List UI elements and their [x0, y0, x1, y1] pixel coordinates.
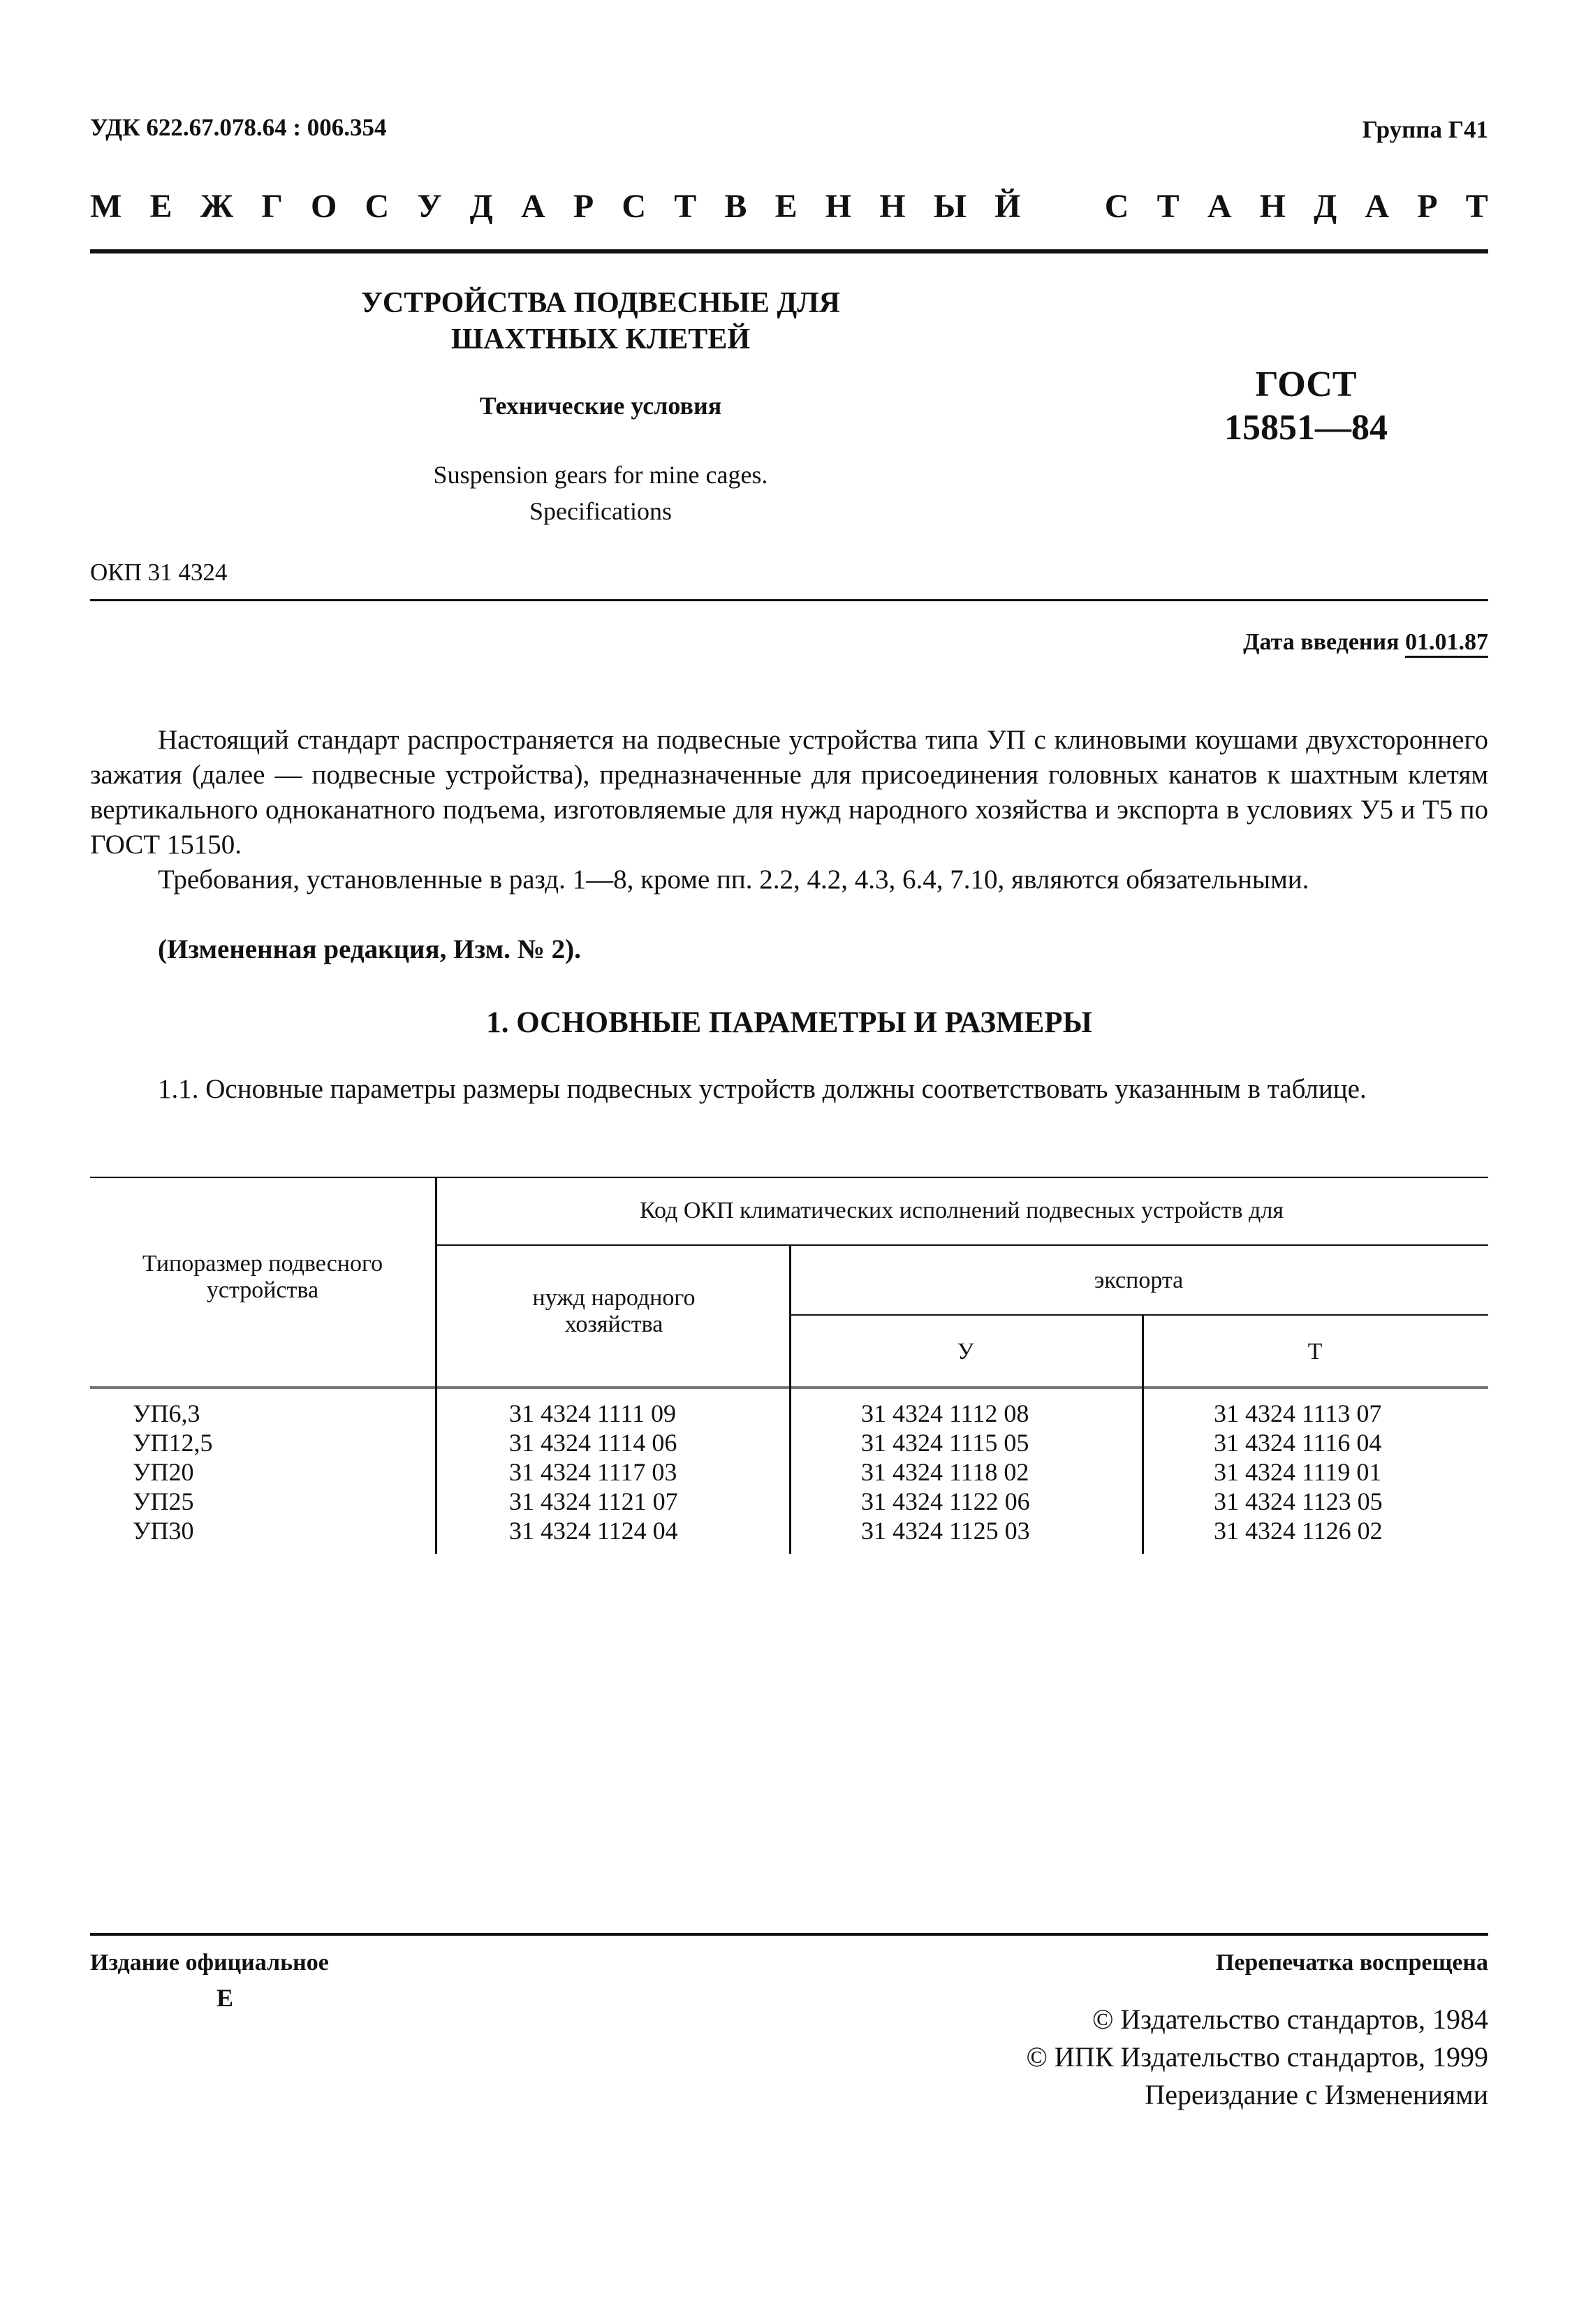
- reissue-note: Переиздание с Изменениями: [1145, 2079, 1488, 2110]
- table-col-divider: [435, 1177, 437, 1554]
- introduction-date: [1243, 629, 1488, 656]
- cell-size: УП25: [133, 1487, 194, 1515]
- banner-letter: С: [1104, 188, 1129, 225]
- requirements-paragraph: Требования, установленные в разд. 1—8, кроме пп. 2.2, 4.2, 4.3, 6.4, 7.10, являются обязательными.: [158, 865, 1309, 895]
- banner-letter: Р: [573, 188, 594, 225]
- cell-size: УП6,3: [133, 1399, 200, 1427]
- banner-letter: Ы: [933, 188, 967, 225]
- banner-letter: Н: [825, 188, 852, 225]
- col-header-group: Код ОКП климатических исполнений подвесных устройств для: [640, 1198, 1284, 1223]
- banner-letter: Й: [994, 188, 1021, 225]
- english-title: [300, 457, 901, 529]
- col-header-domestic: нужд народного хозяйства: [532, 1285, 696, 1337]
- banner-letter: Р: [1417, 188, 1438, 225]
- title-line: УСТРОЙСТВА ПОДВЕСНЫЕ ДЛЯ: [361, 287, 840, 319]
- banner-letter: А: [1207, 188, 1232, 225]
- banner-letter: А: [1365, 188, 1390, 225]
- banner-rule-thick: [90, 249, 1488, 253]
- udk-code: УДК 622.67.078.64 : 006.354: [90, 114, 387, 141]
- cell-size: УП12,5: [133, 1429, 213, 1457]
- table-group-rule: [435, 1244, 1488, 1246]
- section-heading: 1. ОСНОВНЫЕ ПАРАМЕТРЫ И РАЗМЕРЫ: [486, 1006, 1092, 1039]
- gost-label: ГОСТ: [1255, 365, 1357, 404]
- banner-gap: [1049, 187, 1077, 226]
- copyright-1999: © ИПК Издательство стандартов, 1999: [1026, 2041, 1488, 2073]
- cell-t: 31 4324 1116 04: [1214, 1429, 1382, 1457]
- banner-letter: С: [365, 188, 390, 225]
- col-header-t: Т: [1307, 1339, 1323, 1365]
- banner-letter: Т: [1465, 188, 1488, 225]
- table-export-rule: [789, 1314, 1488, 1316]
- cell-u: 31 4324 1112 08: [861, 1399, 1029, 1427]
- document-title: [300, 285, 901, 358]
- banner-letter: Е: [774, 188, 798, 225]
- document-subtitle: Технические условия: [479, 392, 722, 420]
- interstate-standard-banner: [90, 187, 1488, 226]
- amendment-note: (Измененная редакция, Изм. № 2).: [158, 934, 581, 964]
- clause-1-1: 1.1. Основные параметры размеры подвесных устройств должны соответствовать указанным в таблице.: [158, 1074, 1367, 1104]
- cell-t: 31 4324 1123 05: [1214, 1487, 1383, 1515]
- cell-u: 31 4324 1122 06: [861, 1487, 1030, 1515]
- banner-letter: Т: [1156, 188, 1180, 225]
- banner-letter: Н: [879, 188, 906, 225]
- cell-t: 31 4324 1119 01: [1214, 1458, 1382, 1486]
- banner-letter: М: [90, 188, 122, 225]
- header-rule: [90, 599, 1488, 601]
- cell-domestic: 31 4324 1117 03: [509, 1458, 677, 1486]
- okp-code-table: [90, 1177, 1488, 1554]
- gost-designation: [1173, 363, 1439, 450]
- banner-letter: Д: [469, 188, 493, 225]
- cell-size: УП20: [133, 1458, 194, 1486]
- reprint-prohibited: Перепечатка воспрещена: [1215, 1950, 1488, 1976]
- banner-letter: О: [311, 188, 337, 225]
- cell-u: 31 4324 1118 02: [861, 1458, 1029, 1486]
- footer-rule: [90, 1933, 1488, 1936]
- cell-domestic: 31 4324 1124 04: [509, 1517, 678, 1545]
- table-top-rule: [90, 1177, 1488, 1178]
- banner-letter: В: [724, 188, 747, 225]
- col-header-export: экспорта: [1094, 1267, 1184, 1293]
- banner-letter: Н: [1259, 188, 1286, 225]
- cell-t: 31 4324 1113 07: [1214, 1399, 1382, 1427]
- gost-number: 15851—84: [1224, 408, 1388, 448]
- col-header-u: У: [957, 1339, 974, 1365]
- banner-letter: Т: [674, 188, 697, 225]
- banner-letter: Ж: [200, 188, 234, 225]
- cell-u: 31 4324 1115 05: [861, 1429, 1029, 1457]
- banner-letter: С: [622, 188, 647, 225]
- okp-code: ОКП 31 4324: [90, 559, 228, 586]
- banner-letter: У: [417, 188, 442, 225]
- banner-letter: А: [521, 188, 545, 225]
- date-label: Дата введения: [1243, 629, 1400, 655]
- official-edition: Издание официальное: [90, 1950, 329, 1976]
- copyright-1984: © Издательство стандартов, 1984: [1092, 2003, 1488, 2035]
- cell-t: 31 4324 1126 02: [1214, 1517, 1383, 1545]
- edition-letter: Е: [216, 1984, 234, 2012]
- cell-u: 31 4324 1125 03: [861, 1517, 1030, 1545]
- cell-size: УП30: [133, 1517, 194, 1545]
- cell-domestic: 31 4324 1111 09: [509, 1399, 676, 1427]
- english-title-line: Specifications: [529, 497, 672, 525]
- col-header-size: Типоразмер подвесного устройства: [142, 1251, 383, 1303]
- english-title-line: Suspension gears for mine cages.: [433, 461, 768, 489]
- banner-letter: Д: [1314, 188, 1337, 225]
- cell-domestic: 31 4324 1121 07: [509, 1487, 678, 1515]
- banner-letter: Е: [149, 188, 172, 225]
- group-code: Группа Г41: [1362, 116, 1488, 143]
- title-line: ШАХТНЫХ КЛЕТЕЙ: [451, 323, 750, 355]
- banner-letter: Г: [261, 188, 283, 225]
- cell-domestic: 31 4324 1114 06: [509, 1429, 677, 1457]
- date-value: 01.01.87: [1405, 629, 1488, 658]
- scope-paragraph: Настоящий стандарт распространяется на подвесные устройства типа УП с клиновыми коушами двухстороннего зажатия (далее — подвесные устройства), предназначенные для присоединения головных канатов к шахтным клетям вертикального одноканатного подъема, изготовляемые для нужд народного хозяйства и экспорта в условиях У5 и Т5 по ГОСТ 15150.: [90, 725, 1488, 860]
